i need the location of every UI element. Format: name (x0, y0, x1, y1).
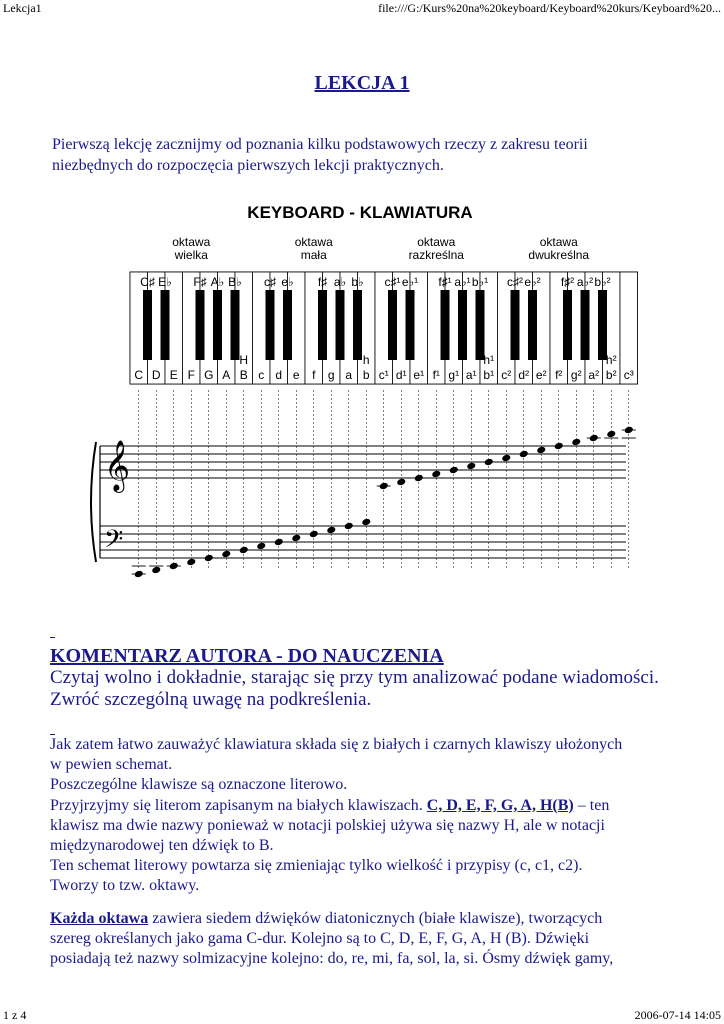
white-key-label: E (169, 368, 178, 382)
black-key-label: e♭² (524, 275, 541, 289)
octave-label: mała (300, 248, 327, 262)
black-key-label: a♭ (333, 275, 347, 289)
note-head (291, 534, 301, 543)
note-head (151, 566, 161, 575)
white-key-label: c¹ (378, 368, 389, 382)
intro-line-2: niezbędnych do rozpoczęcia pierwszych lekcji praktycznych. (52, 157, 444, 174)
note-head (326, 526, 336, 535)
white-key-label: f² (555, 368, 563, 382)
para-line: Ten schemat literowy powtarza się zmieniając tylko wielkość i przypisy (c, c1, c2). (50, 857, 583, 875)
keyboard-diagram (78, 196, 638, 586)
white-key-label: g¹ (448, 368, 460, 382)
black-key-label: A♭ (210, 275, 225, 289)
octave-paragraph (50, 909, 690, 970)
bass-clef-icon: 𝄢 (104, 525, 124, 560)
white-key-label: C (134, 368, 144, 382)
para-line: międzynarodowej ten dźwięk to B. (50, 837, 274, 855)
white-key-label: a¹ (465, 368, 477, 382)
black-key (266, 290, 275, 360)
black-key-label: f♯¹ (438, 275, 452, 289)
octave-label: oktawa (539, 235, 578, 249)
h-key-label: h² (605, 353, 617, 367)
black-key-label: f♯ (317, 275, 328, 289)
h-key-label: h (362, 353, 370, 367)
white-key-label: c² (501, 368, 512, 382)
white-key-label: D (151, 368, 161, 382)
para-line: w pewien schemat. (50, 756, 173, 774)
black-key (318, 290, 327, 360)
black-key (458, 290, 467, 360)
white-key-label: g² (570, 368, 582, 382)
note-head (256, 542, 266, 551)
black-key-label: B♭ (228, 275, 242, 289)
white-key-label: f¹ (432, 368, 440, 382)
note-head (204, 554, 214, 563)
white-key-label: a (345, 368, 353, 382)
note-names-emphasis: C, D, E, F, G, A, H(B) (426, 796, 574, 814)
note-head (466, 462, 476, 471)
note-head (309, 530, 319, 539)
intro-text (52, 134, 692, 176)
white-key-label: F (187, 368, 195, 382)
white-key-label: b¹ (483, 368, 495, 382)
white-key-label: e (292, 368, 300, 382)
explanation-paragraph (50, 735, 690, 897)
black-key-label: c♯¹ (384, 275, 401, 289)
para-line: klawisz ma dwie nazwy ponieważ w notacji polskiej używa się nazwy H, ale w notacji (50, 816, 605, 834)
note-head (186, 558, 196, 567)
footer-page-number: 1 z 4 (3, 1008, 27, 1022)
octave-label: wielka (174, 248, 208, 262)
note-head (431, 470, 441, 479)
white-key-label: e¹ (413, 368, 425, 382)
note-head (501, 454, 511, 463)
white-key-label: d¹ (395, 368, 407, 382)
white-key-label: b² (605, 368, 617, 382)
black-key (283, 290, 292, 360)
black-key-label: f♯² (560, 275, 575, 289)
octave-label: oktawa (417, 235, 456, 249)
para-line (50, 796, 690, 816)
octave-label: oktawa (172, 235, 211, 249)
white-key-label: A (222, 368, 231, 382)
white-key-label: B (239, 368, 248, 382)
note-head (414, 474, 424, 483)
white-key-label: c³ (623, 368, 634, 382)
note-head (239, 546, 249, 555)
black-key-label: e♭ (281, 275, 294, 289)
white-key-label: G (204, 368, 214, 382)
black-key-label: a♭² (576, 275, 594, 289)
black-key (563, 290, 572, 360)
h-key-label: h¹ (483, 353, 495, 367)
black-key (336, 290, 345, 360)
comment-body (50, 667, 690, 711)
underline-marker (50, 636, 55, 638)
header-page-title: Lekcja1 (3, 1, 42, 15)
para-text: – ten (573, 796, 610, 814)
para-line (50, 909, 690, 929)
white-key-label: c (258, 368, 265, 382)
black-key-label: F♯ (193, 275, 207, 289)
keyboard-figure (78, 196, 638, 586)
note-head (361, 518, 371, 527)
black-key (476, 290, 485, 360)
black-key-label: c♯ (264, 275, 276, 289)
note-head (554, 442, 564, 451)
note-head (344, 522, 354, 531)
black-key (511, 290, 520, 360)
black-key (528, 290, 537, 360)
octave-label: oktawa (294, 235, 333, 249)
para-text: zawiera siedem dźwięków diatonicznych (białe klawisze), tworzących (148, 910, 603, 927)
white-key-label: b (362, 368, 370, 382)
black-key-label: c♯² (507, 275, 523, 289)
note-head (221, 550, 231, 559)
black-key (388, 290, 397, 360)
brace (91, 442, 96, 562)
black-key (161, 290, 170, 360)
note-head (396, 478, 406, 487)
white-key-label: f (312, 368, 316, 382)
para-line: szereg określanych jako gama C-dur. Kolejno są to C, D, E, F, G, A, H (B). Dźwięki (50, 930, 590, 948)
black-key (196, 290, 205, 360)
white-key-label: e² (535, 368, 547, 382)
header-file-path: file:///G:/Kurs%20na%20keyboard/Keyboard%20kurs/Keyboard%20... (378, 1, 721, 15)
white-key-label: g (327, 368, 335, 382)
white-key-label: d (275, 368, 283, 382)
comment-line-2: Zwróć szczególną uwagę na podkreślenia. (50, 689, 372, 710)
black-key (581, 290, 590, 360)
treble-clef-icon: 𝄞 (104, 440, 131, 491)
note-head (519, 450, 529, 459)
h-key-label: H (239, 353, 249, 367)
white-key-label: a² (588, 368, 600, 382)
octave-label: razkreślna (408, 248, 464, 262)
black-key (598, 290, 607, 360)
black-key-label: e♭¹ (401, 275, 419, 289)
note-head (449, 466, 459, 475)
note-head (606, 430, 616, 439)
comment-heading: KOMENTARZ AUTORA - DO NAUCZENIA (50, 645, 444, 667)
black-key (213, 290, 222, 360)
note-head (536, 446, 546, 455)
black-key (143, 290, 152, 360)
para-line: Poszczególne klawisze są oznaczone literowo. (50, 776, 348, 794)
black-key (406, 290, 415, 360)
footer-timestamp: 2006-07-14 14:05 (634, 1008, 721, 1022)
para-line: Jak zatem łatwo zauważyć klawiatura składa się z białych i czarnych klawiszy ułożonych (50, 736, 623, 753)
figure-title: KEYBOARD - KLAWIATURA (247, 203, 473, 222)
black-key-label: a♭¹ (454, 275, 471, 289)
para-text: Przyjrzyjmy się literom zapisanym na białych klawiszach. (50, 796, 427, 814)
octave-emphasis: Każda oktawa (50, 910, 149, 927)
note-head (274, 538, 284, 547)
note-head (571, 438, 581, 447)
black-key-label: b♭ (351, 275, 364, 289)
intro-line-1: Pierwszą lekcję zacznijmy od poznania kilku podstawowych rzeczy z zakresu teorii (52, 136, 588, 153)
black-key (353, 290, 362, 360)
comment-line-1: Czytaj wolno i dokładnie, starając się przy tym analizować podane wiadomości. (50, 667, 659, 688)
page-title: LEKCJA 1 (314, 72, 410, 94)
black-key-label: b♭¹ (471, 275, 489, 289)
black-key-label: b♭² (594, 275, 611, 289)
octave-label: dwukreślna (528, 248, 590, 262)
black-key-label: C♯ (140, 275, 155, 289)
black-key (441, 290, 450, 360)
black-key-label: E♭ (158, 275, 172, 289)
note-head (484, 458, 494, 467)
para-line: posiadają też nazwy solmizacyjne kolejno: do, re, mi, fa, sol, la, si. Ósmy dźwięk gamy, (50, 950, 614, 968)
black-key (231, 290, 240, 360)
para-line: Tworzy to tzw. oktawy. (50, 877, 200, 895)
white-key-label: d² (518, 368, 530, 382)
